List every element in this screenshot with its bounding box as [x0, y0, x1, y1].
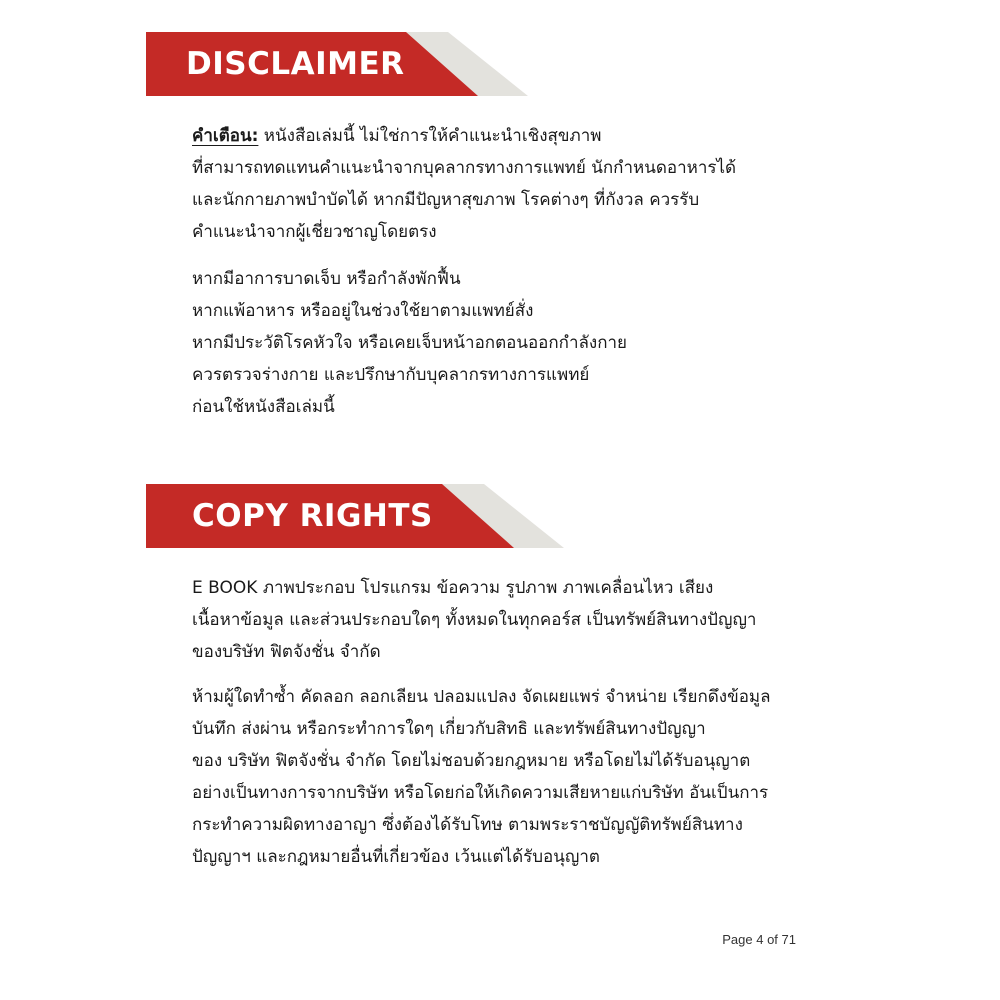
warning-label: คำเตือน: — [192, 126, 259, 146]
warning-paragraph — [192, 120, 792, 248]
copyright-line: ปัญญาฯ และกฎหมายอื่นที่เกี่ยวข้อง เว้นแต่ได้รับอนุญาต — [192, 847, 600, 867]
warning-line: และนักกายภาพบำบัดได้ หากมีปัญหาสุขภาพ โรคต่างๆ ที่กังวล ควรรับ — [192, 190, 700, 210]
condition-line: ก่อนใช้หนังสือเล่มนี้ — [192, 397, 335, 417]
page-number: Page 4 of 71 — [722, 932, 796, 947]
copyrights-heading: COPY RIGHTS — [192, 498, 433, 534]
condition-line: ควรตรวจร่างกาย และปรึกษากับบุคลากรทางการแพทย์ — [192, 365, 590, 385]
condition-line: หากมีประวัติโรคหัวใจ หรือเคยเจ็บหน้าอกตอนออกกำลังกาย — [192, 333, 628, 353]
conditions-paragraph — [192, 263, 792, 423]
copyright-line: E BOOK ภาพประกอบ โปรแกรม ข้อความ รูปภาพ ภาพเคลื่อนไหว เสียง — [192, 578, 714, 598]
warning-line: ที่สามารถทดแทนคำแนะนำจากบุคลากรทางการแพทย์ นักกำหนดอาหารได้ — [192, 158, 737, 178]
disclaimer-banner — [146, 32, 528, 96]
copyright-line: เนื้อหาข้อมูล และส่วนประกอบใดๆ ทั้งหมดในทุกคอร์ส เป็นทรัพย์สินทางปัญญา — [192, 610, 757, 630]
copyright-line: กระทำความผิดทางอาญา ซึ่งต้องได้รับโทษ ตามพระราชบัญญัติทรัพย์สินทาง — [192, 815, 743, 835]
copyright-line: บันทึก ส่งผ่าน หรือกระทำการใดๆ เกี่ยวกับสิทธิ และทรัพย์สินทางปัญญา — [192, 719, 706, 739]
copyright-line: ของบริษัท ฟิตจังชั่น จำกัด — [192, 642, 381, 662]
copyright-line: ห้ามผู้ใดทำซ้ำ คัดลอก ลอกเลียน ปลอมแปลง จัดเผยแพร่ จำหน่าย เรียกดึงข้อมูล — [192, 687, 771, 707]
copyright-line: ของ บริษัท ฟิตจังชั่น จำกัด โดยไม่ชอบด้วยกฎหมาย หรือโดยไม่ได้รับอนุญาต — [192, 751, 751, 771]
warning-line — [192, 120, 792, 152]
warning-line: คำแนะนำจากผู้เชี่ยวชาญโดยตรง — [192, 222, 437, 242]
condition-line: หากมีอาการบาดเจ็บ หรือกำลังพักฟื้น — [192, 269, 461, 289]
copyrights-banner — [146, 484, 564, 548]
disclaimer-heading: DISCLAIMER — [186, 46, 405, 82]
copyright-paragraph-2 — [192, 681, 792, 873]
copyright-line: อย่างเป็นทางการจากบริษัท หรือโดยก่อให้เกิดความเสียหายแก่บริษัท อันเป็นการ — [192, 783, 769, 803]
condition-line: หากแพ้อาหาร หรืออยู่ในช่วงใช้ยาตามแพทย์สั่ง — [192, 301, 534, 321]
copyright-paragraph-1 — [192, 572, 792, 668]
warning-line-text: หนังสือเล่มนี้ ไม่ใช่การให้คำแนะนำเชิงสุขภาพ — [258, 126, 602, 146]
